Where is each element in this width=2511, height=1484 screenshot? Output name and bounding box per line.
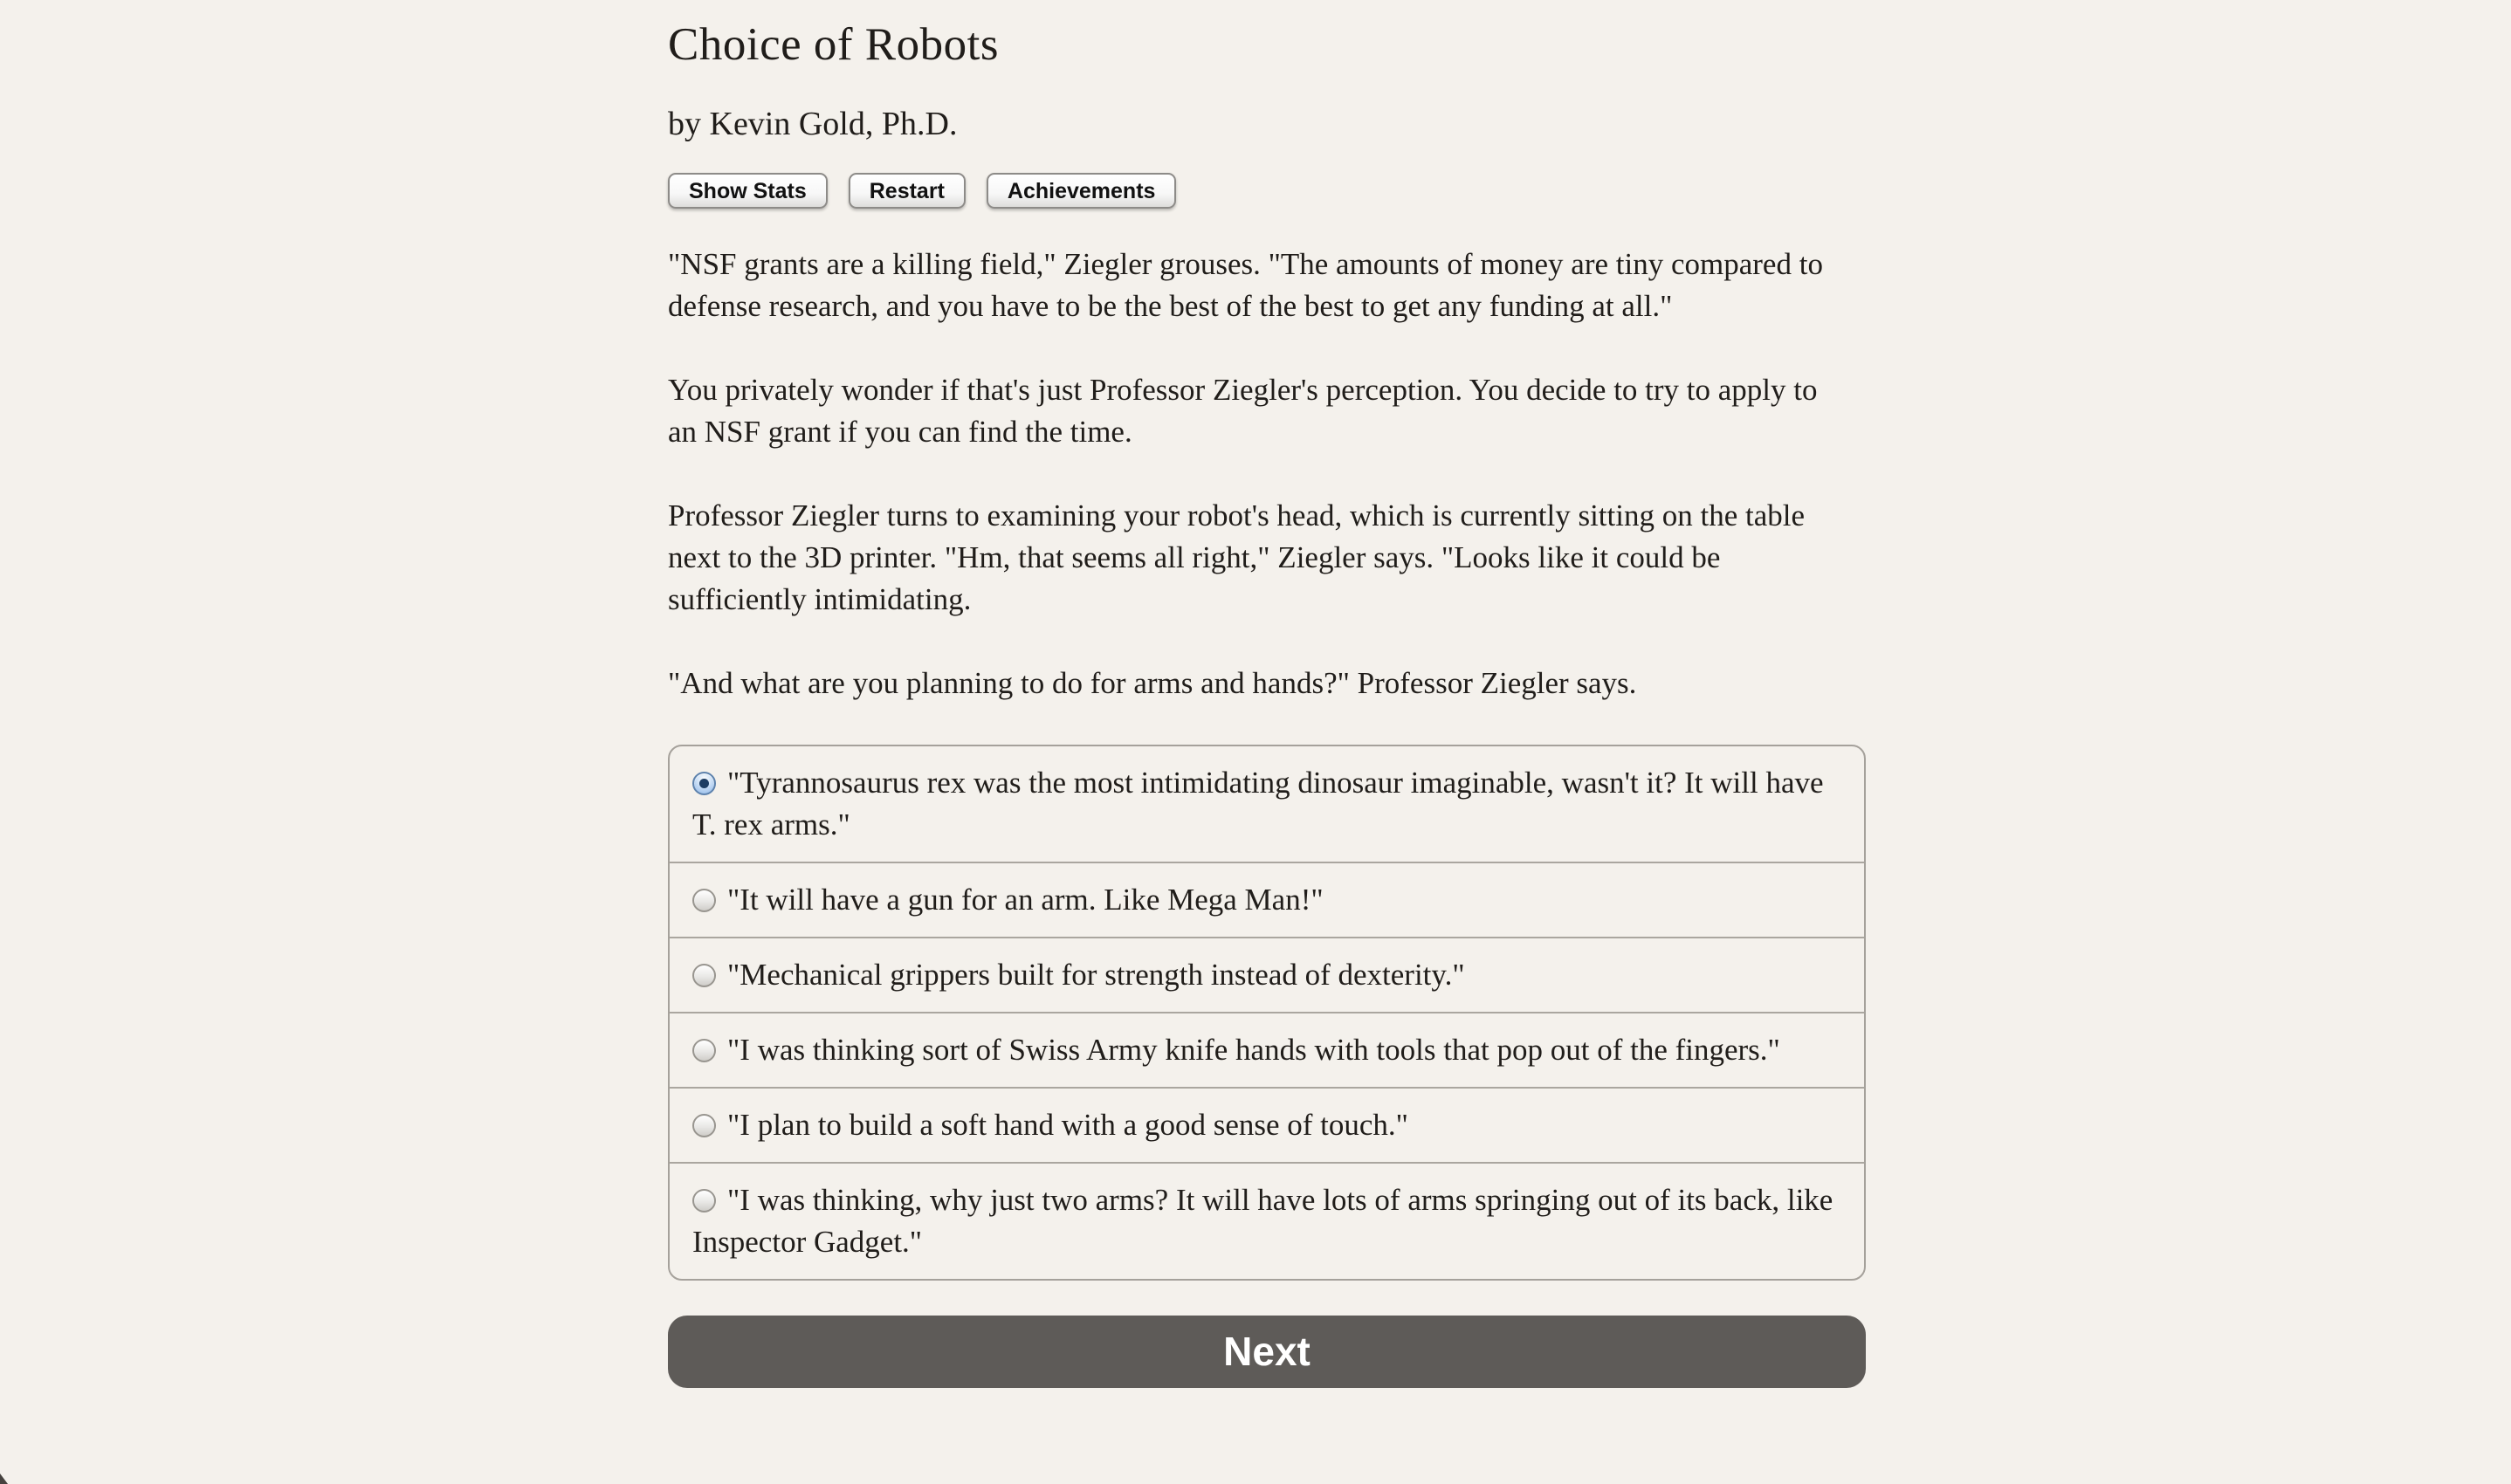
choice-option[interactable] — [670, 1162, 1864, 1279]
radio-button-icon[interactable] — [692, 1039, 716, 1062]
story-paragraph: "NSF grants are a killing field," Ziegler grouses. "The amounts of money are tiny compared to defense research, and you have to be the best of the best to get any funding at all." — [668, 246, 1823, 323]
achievements-button[interactable]: Achievements — [987, 173, 1177, 209]
author-byline: by Kevin Gold, Ph.D. — [668, 106, 958, 143]
choice-option-label: "I was thinking, why just two arms? It will have lots of arms springing out of its back, like Inspector Gadget." — [692, 1182, 1833, 1259]
choice-option-label: "It will have a gun for an arm. Like Mega Man!" — [727, 882, 1324, 917]
choice-option[interactable] — [670, 1087, 1864, 1162]
story-paragraph: "And what are you planning to do for arms and hands?" Professor Ziegler says. — [668, 665, 1637, 700]
radio-button-icon[interactable] — [692, 772, 716, 795]
choice-option-label: "I plan to build a soft hand with a good sense of touch." — [727, 1107, 1408, 1142]
story-column — [668, 0, 1866, 1388]
choice-list — [668, 745, 1866, 1281]
choice-option-label: "I was thinking sort of Swiss Army knife hands with tools that pop out of the fingers." — [727, 1032, 1780, 1067]
radio-button-icon[interactable] — [692, 889, 716, 912]
page-title: Choice of Robots — [668, 19, 999, 70]
restart-button[interactable]: Restart — [849, 173, 966, 209]
choice-option-label: "Mechanical grippers built for strength instead of dexterity." — [727, 957, 1465, 992]
choice-option[interactable] — [670, 862, 1864, 937]
mouse-cursor-tip — [0, 1474, 8, 1484]
show-stats-button[interactable]: Show Stats — [668, 173, 828, 209]
choice-option-label: "Tyrannosaurus rex was the most intimidating dinosaur imaginable, wasn't it? It will have T. rex arms." — [692, 765, 1824, 842]
toolbar — [668, 173, 1866, 209]
story-paragraph: Professor Ziegler turns to examining your robot's head, which is currently sitting on the table next to the 3D printer. "Hm, that seems all right," Ziegler says. "Looks like it could be sufficiently intimidating. — [668, 498, 1806, 616]
choice-option[interactable] — [670, 1012, 1864, 1087]
radio-button-icon[interactable] — [692, 964, 716, 987]
choice-option[interactable] — [670, 937, 1864, 1012]
radio-button-icon[interactable] — [692, 1189, 716, 1213]
choice-option[interactable] — [670, 746, 1864, 862]
story-paragraph: You privately wonder if that's just Professor Ziegler's perception. You decide to try to apply to an NSF grant if you can find the time. — [668, 372, 1818, 449]
next-button[interactable]: Next — [668, 1316, 1866, 1388]
radio-button-icon[interactable] — [692, 1114, 716, 1137]
